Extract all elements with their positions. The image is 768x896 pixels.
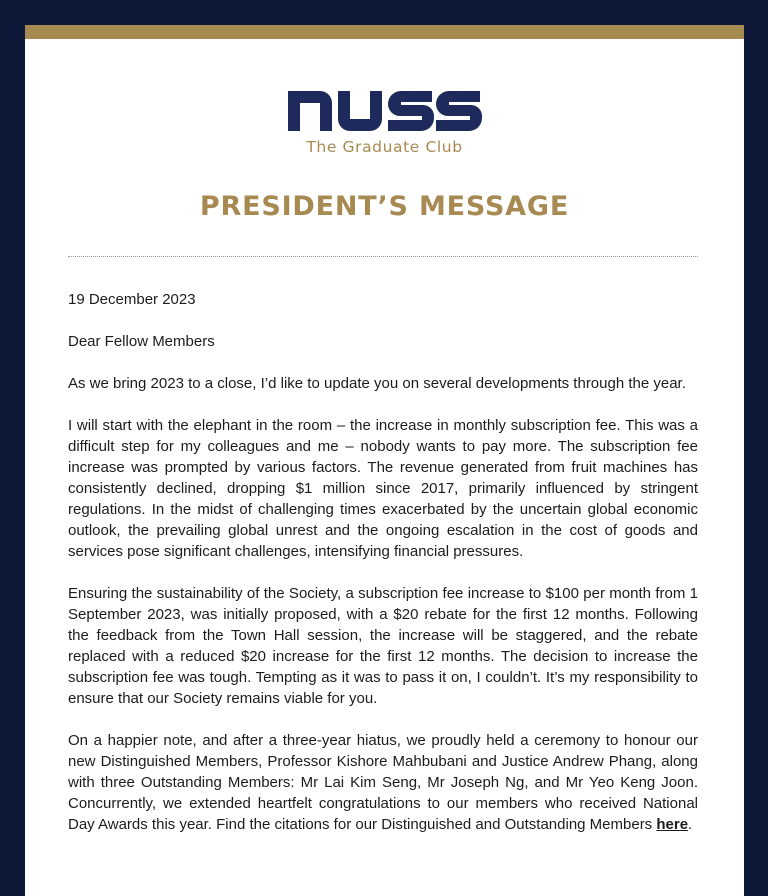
logo-tagline: The Graduate Club: [306, 138, 463, 156]
body-paragraph: As we bring 2023 to a close, I’d like to update you on several developments through the year.: [68, 375, 686, 392]
citations-here-link[interactable]: here: [656, 816, 689, 833]
page-title: PRESIDENT’S MESSAGE: [199, 191, 570, 222]
dotted-divider: [68, 256, 698, 257]
nuss-wordmark-logo: [288, 91, 482, 131]
paragraph-end-punctuation: .: [688, 816, 693, 833]
body-paragraph: Ensuring the sustainability of the Society, a subscription fee increase to $100 per month from 1 September 2023, was initially proposed, with a $20 rebate for the first 12 months. Following the feedback from the Town Hall session, the increase will be staggered, and the rebate replaced with a reduced $20 increase for the first 12 months. The decision to increase the subscription fee was tough. Tempting as it was to pass it on, I couldn’t. It’s my responsibility to ensure that our Society remains viable for you.: [68, 585, 698, 707]
message-body: [68, 289, 698, 856]
salutation: Dear Fellow Members: [68, 333, 215, 350]
body-paragraph-last: [68, 730, 698, 835]
body-paragraph-text: On a happier note, and after a three-year hiatus, we proudly held a ceremony to honour our new Distinguished Members, Professor Kishore Mahbubani and Justice Andrew Phang, along with three Outstanding Members: Mr Lai Kim Seng, Mr Joseph Ng, and Mr Yeo Keng Joon. Concurrently, we extended heartfelt congratulations to our members who received National Day Awards this year. Find the citations for our Distinguished and Outstanding Members: [68, 732, 698, 833]
message-date: 19 December 2023: [68, 291, 196, 308]
newsletter-page: [25, 39, 744, 896]
header-gold-bar: [25, 25, 744, 39]
nuss-logo: [25, 91, 744, 156]
body-paragraph: I will start with the elephant in the room – the increase in monthly subscription fee. This was a difficult step for my colleagues and me – nobody wants to pay more. The subscription fee increase was prompted by various factors. The revenue generated from fruit machines has consistently declined, dropping $1 million since 2017, primarily influenced by stringent regulations. In the midst of challenging times exacerbated by the uncertain global economic outlook, the prevailing global unrest and the ongoing escalation in the cost of goods and services pose significant challenges, intensifying financial pressures.: [68, 417, 698, 560]
